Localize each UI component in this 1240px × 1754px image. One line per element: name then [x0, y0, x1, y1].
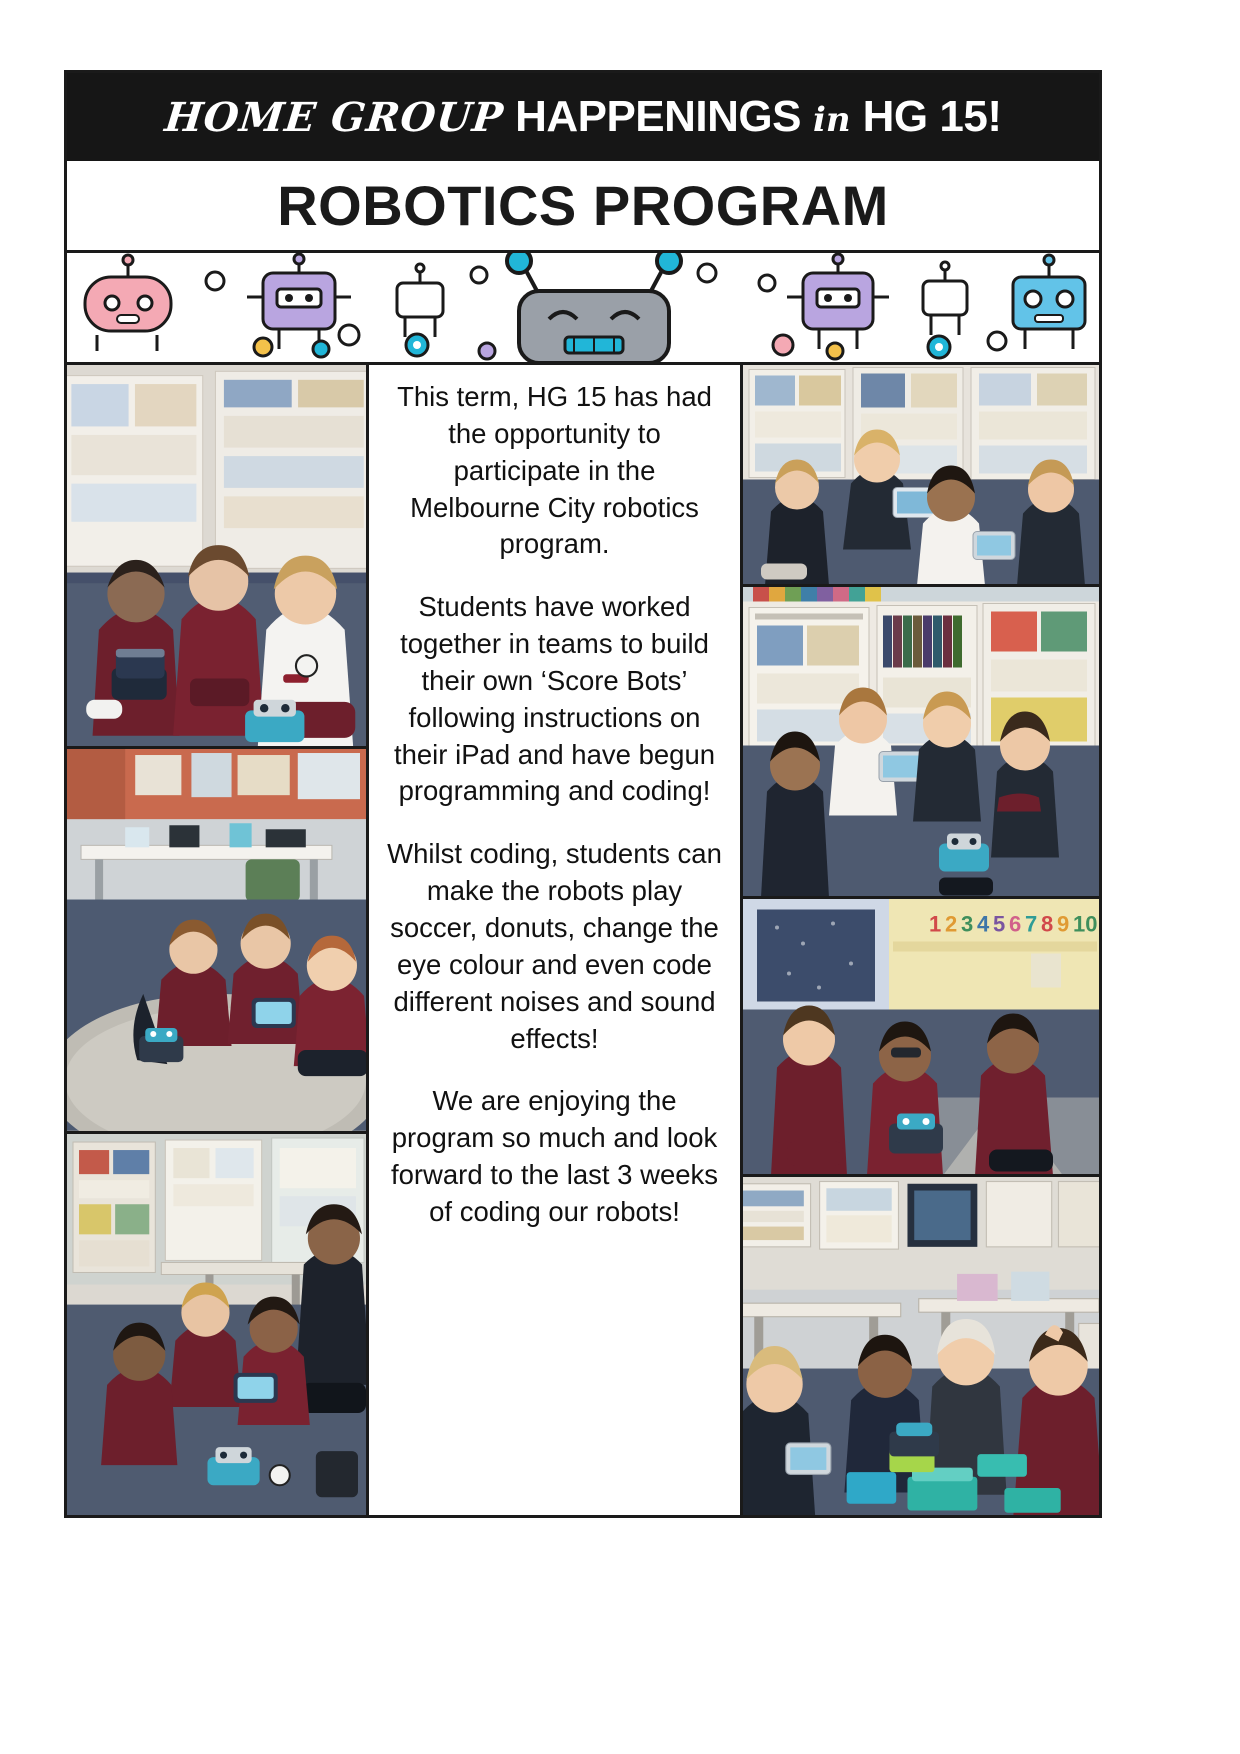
- robot-doodle-strip: [67, 253, 1099, 365]
- photo-three-students-holding-robot: [743, 899, 1099, 1177]
- svg-text:8: 8: [1041, 911, 1054, 937]
- poster-body: [67, 365, 1099, 1515]
- photo-three-students-with-ipad: [67, 365, 366, 749]
- banner-connector-text: in: [813, 100, 851, 140]
- header-banner-text: [162, 92, 1002, 142]
- svg-text:1: 1: [929, 911, 942, 937]
- svg-text:7: 7: [1025, 911, 1038, 937]
- poster-frame: [64, 70, 1102, 1518]
- svg-text:10: 10: [1073, 911, 1098, 937]
- photo-five-students-bookshelves: [743, 587, 1099, 899]
- banner-script-text: HOME GROUP: [162, 94, 506, 141]
- page-title: ROBOTICS PROGRAM: [277, 174, 889, 237]
- right-photo-column: [743, 365, 1099, 1515]
- photo-library-nook: [743, 365, 1099, 587]
- banner-group-text: HG 15!: [862, 92, 1002, 141]
- svg-text:5: 5: [993, 911, 1006, 937]
- svg-text:3: 3: [961, 911, 974, 937]
- svg-text:4: 4: [977, 911, 990, 937]
- banner-bold-text: HAPPENINGS: [515, 92, 802, 141]
- svg-text:9: 9: [1057, 911, 1070, 937]
- photo-students-with-robot-kits: [743, 1177, 1099, 1515]
- svg-text:2: 2: [945, 911, 958, 937]
- left-photo-column: [67, 365, 369, 1515]
- photo-students-on-rug: [67, 749, 366, 1133]
- paragraph-1: This term, HG 15 has had the opportunity to participate in the Melbourne City robotics program.: [397, 381, 712, 560]
- paragraph-3: Whilst coding, students can make the robots play soccer, donuts, change the eye colour and even code different noises and sound effects!: [387, 838, 722, 1054]
- paragraph-2: Students have worked together in teams to build their own ‘Score Bots’ following instructions on their iPad and have begun programming and coding!: [393, 591, 716, 807]
- paragraph-4: We are enjoying the program so much and look forward to the last 3 weeks of coding our robots!: [390, 1085, 719, 1227]
- header-banner: [67, 73, 1099, 161]
- svg-text:6: 6: [1009, 911, 1022, 937]
- photo-group-with-teacher: [67, 1134, 366, 1515]
- title-bar: [67, 161, 1099, 253]
- article-text-column: [369, 365, 743, 1515]
